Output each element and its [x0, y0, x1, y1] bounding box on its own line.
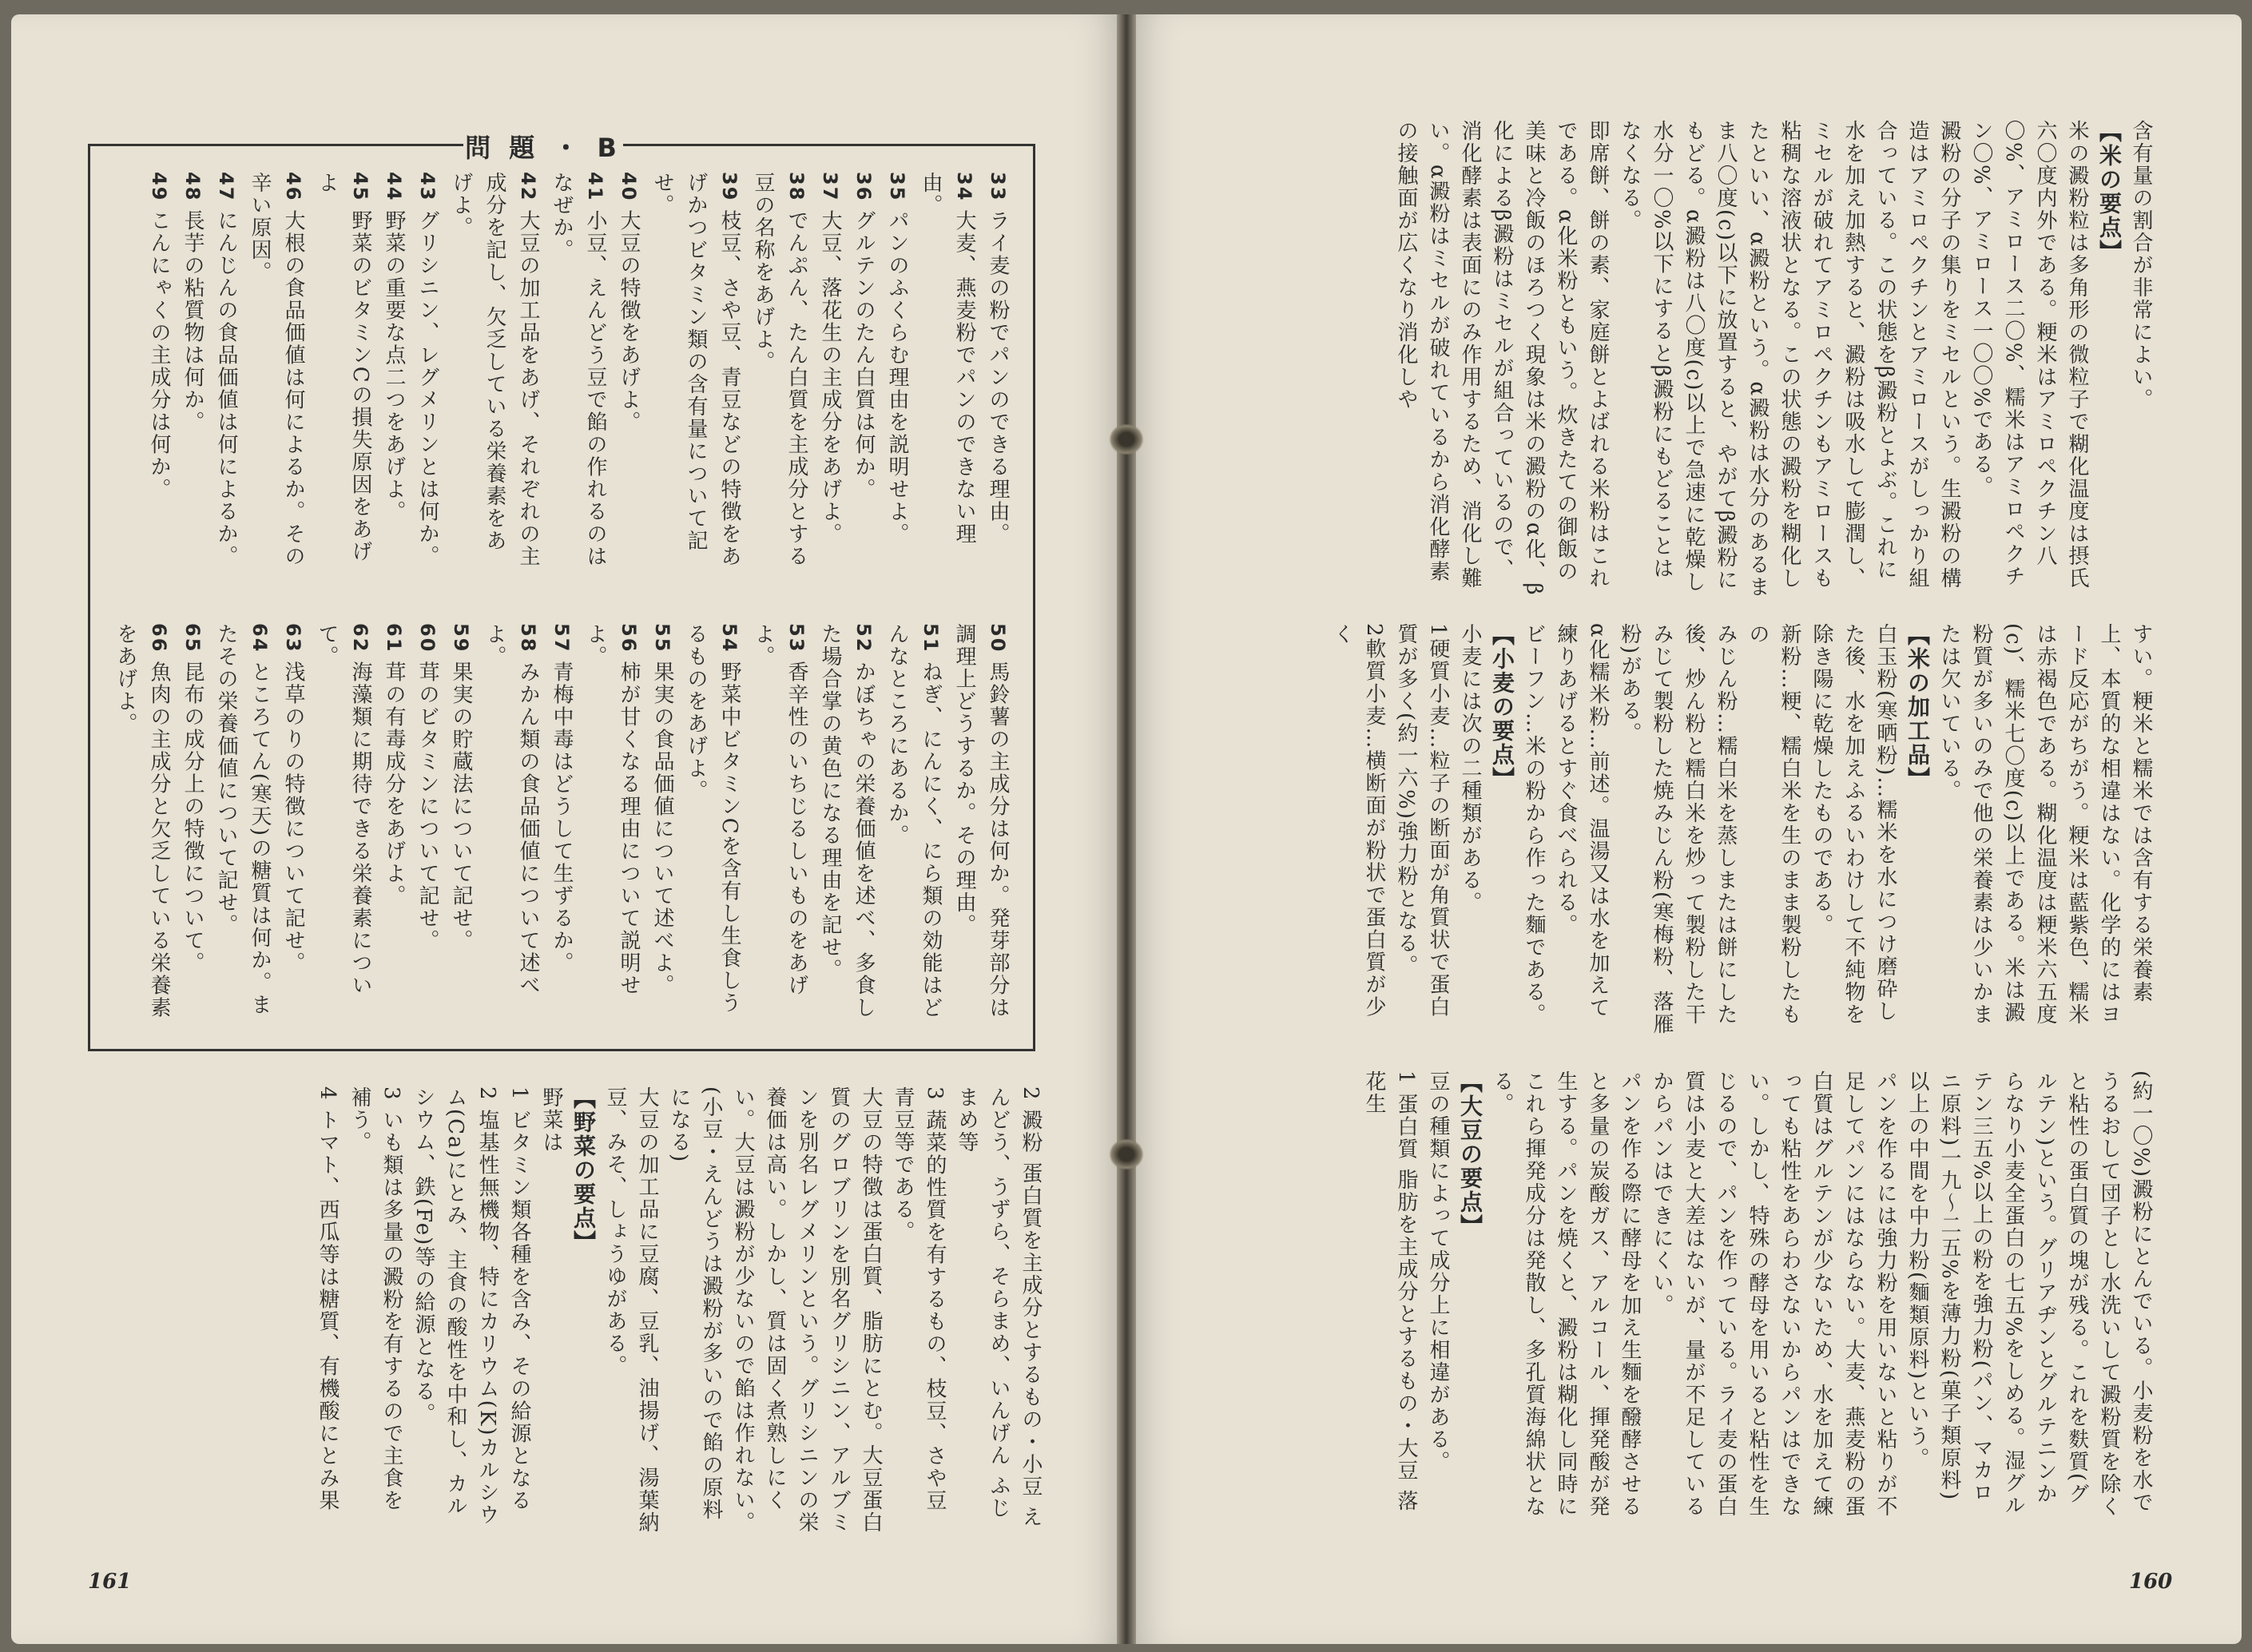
question-text: みかん類の食品価値について述べよ。	[483, 623, 540, 997]
question-number: 50	[987, 623, 1009, 661]
question-number: 56	[618, 623, 640, 661]
question-item	[981, 172, 1015, 571]
question-text: 枝豆、さや豆、青豆などの特徴をあげかつビタミン類の含有量について記せ。	[650, 172, 741, 568]
question-number: 41	[584, 172, 606, 210]
question-item	[243, 172, 310, 571]
binding-stitch	[1109, 1138, 1144, 1170]
question-item	[310, 172, 377, 571]
question-item	[310, 623, 377, 1023]
question-item	[377, 172, 411, 571]
question-item	[880, 623, 947, 1023]
question-text: かぼちゃの栄養価値を述べ、多食した場合掌の黄色になる理由を記せ。	[818, 623, 876, 1019]
question-text: グリシニン、レグメリンとは何か。	[415, 209, 439, 568]
question-number: 42	[517, 172, 539, 210]
right-middle-column: すい。粳米と糯米では含有する栄養素上、本質的な相違はない。化学的にはヨード反応がちがう。粳米は藍紫色、糯米は赤褐色である。糊化温度は粳米六五度(c)、糯米七〇度(c)以上である。米は澱粉質が多いのみで他の栄養素は少いかまたは欠いている。 【米の加工品】 白玉粉(寒晒粉)…糯米を水につけ磨砕した後、水を加えふるいわけして不純物を除き陽に乾燥したものである。 新粉…粳、糯白米を生のまま製粉したもの みじん粉…糯白米を蒸しまたは餅にした後、炒ん粉と糯白米を炒って製粉した干みじて製粉した焼みじん粉(寒梅粉、落雁粉)がある。 α化糯米粉…前述。温湯又は水を加えて練りあげるとすぐ食べられる。 ビーフン…米の粉から作った麵である。 【小麦の要点】 小麦には次の二種類がある。 1硬質小麦…粒子の断面が角質状で蛋白質が多く(約一六%)強力粉となる。 2軟質小麦…横断面が粉状で蛋白質が少く	[1330, 623, 2153, 1036]
question-text: 海藻類に期待できる栄養素について。	[315, 623, 372, 997]
question-number: 51	[919, 623, 942, 661]
question-text: 野菜の重要な点二つをあげよ。	[382, 209, 406, 523]
question-number: 52	[852, 623, 875, 661]
questions-bottom	[104, 623, 1015, 1023]
right-bottom-column: (約一〇%)澱粉にとんでいる。小麦粉を水でうるおして団子とし水洗いして澱粉質を除くと粘性の蛋白質の塊が残る。これを麩質(グルテン)という。グリアヂンとグルテニンからなり小麦全蛋白の七五%をしめる。湿グルテン三五%以上の粉を強力粉(パン、マカロニ原料)一九〜二五%を薄力粉(菓子類原料)以上の中間を中力粉(麵類原料)という。 パンを作るには強力粉を用いないと粘りが不足してパンにはならない。大麦、燕麦粉の蛋白質はグルテンが少ないため、水を加えて練っても粘性をあらわさないからパンはできない。しかし、特殊の酵母を用いると粘性を生じるので、パンを作っている。ライ麦の蛋白質は小麦と大差はないが、量が不足しているからパンはできにくい。 パンを作る際に酵母を加え生麵を醱酵させると多量の炭酸ガス、アルコール、揮発酸が発生する。パンを焼くと、澱粉は糊化し同時にこれら揮発成分は発散し、多孔質海綿状となる。 【大豆の要点】 豆の種類によって成分上に相違がある。 1 蛋白質 脂肪を主成分とするもの・大豆 落花生	[1362, 1070, 2153, 1518]
question-item	[444, 623, 478, 1023]
question-text: 柿が甘くなる理由について説明せよ。	[583, 623, 641, 997]
question-text: 野菜のビタミンCの損失原因をあげよ	[315, 172, 372, 563]
question-number: 40	[618, 172, 640, 210]
question-item	[612, 172, 645, 571]
question-number: 65	[181, 623, 204, 661]
question-number: 36	[852, 172, 875, 210]
right-top-column: 含有量の割合が非常によい。 【米の要点】 米の澱粉粒は多角形の微粒子で糊化温度は摂氏六〇度内外である。粳米はアミロペクチン八〇%、アミロース二〇%、糯米はアミロペクチン〇%、アミロース一〇〇%である。 澱粉の分子の集りをミセルという。生澱粉の構造はアミロペクチンとアミロースがしっかり組合っている。この状態をβ澱粉とよぶ。これに水を加え加熱すると、澱粉は吸水して膨潤し、ミセルが破れてアミロペクチンもアミロースも粘稠な溶液状となる。この状態の澱粉を糊化したといい、α澱粉という。α澱粉は水分のあるまま八〇度(c)以下に放置すると、やがてβ澱粉にもどる。α澱粉は八〇度(c)以上で急速に乾燥し水分一〇%以下にするとβ澱粉にもどることはなくなる。 即席餅、餅の素、家庭餅とよばれる米粉はこれである。α化米粉ともいう。炊きたての御飯の美味と冷飯のほろつく現象は米の澱粉のα化、β化によるβ澱粉はミセルが組合っているので、消化酵素は表面にのみ作用するため、消化し難い。α澱粉はミセルが破れているから消化酵素の接触面が広くなり消化しや	[1394, 120, 2153, 599]
question-item	[545, 623, 578, 1023]
question-number: 47	[215, 172, 237, 210]
question-item	[645, 172, 746, 571]
question-number: 66	[148, 623, 170, 661]
question-text: 茸の有毒成分をあげよ。	[382, 661, 406, 907]
question-text: 昆布の成分上の特徴について。	[181, 661, 205, 975]
question-number: 54	[718, 623, 741, 661]
question-number: 53	[785, 623, 808, 661]
question-number: 37	[819, 172, 841, 210]
question-text: 大豆の加工品をあげ、それぞれの主成分を記し、欠乏している栄養素をあげよ。	[449, 172, 540, 568]
question-number: 34	[953, 172, 975, 210]
question-number: 46	[282, 172, 304, 210]
question-item	[276, 623, 310, 1023]
question-text: 野菜中ビタミンCを含有し生食しうるものをあげよ。	[684, 623, 741, 1015]
question-number: 60	[416, 623, 439, 661]
question-item	[813, 172, 847, 571]
question-item	[746, 623, 813, 1023]
question-number: 38	[785, 172, 808, 210]
question-box-title: 問 題 ・ B	[463, 128, 623, 160]
question-item	[813, 623, 880, 1023]
question-item	[209, 172, 243, 571]
question-number: 59	[450, 623, 472, 661]
question-item	[880, 172, 914, 571]
question-item	[411, 623, 444, 1023]
left-bottom-text: 2 澱粉 蛋白質を主成分とするもの・小豆 えんどう、うずら、そらまめ、いんげん ふじまめ等 3 蔬菜的性質を有するもの、枝豆、さや豆 青豆等である。 大豆の特徴は蛋白質、脂肪にとむ。大豆蛋白質のグロブリンを別名グリシニン、アルブミンを別名レグメリンという。グリシニンの栄養価は高い。しかし、質は固く煮熟しにくい。大豆は澱粉が少ないので餡は作れない。(小豆・えんどうは澱粉が多いので餡の原料になる) 大豆の加工品に豆腐、豆乳、油揚げ、湯葉納豆、みそ、しょうゆがある。 【野菜の要点】 野菜は 1 ビタミン類各種を含み、その給源となる 2 塩基性無機物、特にカリウム(K)カルシウム(Ca)にとみ、主食の酸性を中和し、カルシウム、鉄(Fe)等の給源となる。 3 いも類は多量の澱粉を有するので主食を補う。 4 トマト、西瓜等は糖質、有機酸にとみ果	[316, 1086, 1043, 1534]
question-item	[645, 623, 679, 1023]
question-item	[411, 172, 444, 571]
question-item	[578, 623, 645, 1023]
question-text: 大豆、落花生の主成分をあげよ。	[818, 209, 842, 546]
question-item	[947, 623, 1015, 1023]
question-number: 58	[517, 623, 539, 661]
question-number: 57	[550, 623, 573, 661]
question-number: 62	[349, 623, 371, 661]
question-number: 43	[416, 172, 439, 210]
question-text: 大豆の特徴をあげよ。	[617, 209, 641, 434]
question-text: パンのふくらむ理由を説明せよ。	[885, 209, 909, 546]
question-number: 49	[148, 172, 170, 210]
question-item	[109, 623, 176, 1023]
question-number: 33	[987, 172, 1009, 210]
question-item	[377, 623, 411, 1023]
question-text: でんぷん、たん白質を主成分とする豆の名称をあげよ。	[751, 172, 808, 568]
questions-top	[104, 172, 1015, 571]
question-text: ところてん(寒天)の糖質は何か。またその栄養価値について記せ。	[214, 623, 272, 1017]
question-text: 茸のビタミンについて記せ。	[415, 661, 439, 952]
question-text: 魚肉の主成分と欠乏している栄養素をあげよ。	[113, 623, 171, 1019]
question-item	[847, 172, 880, 571]
question-number: 45	[349, 172, 371, 210]
question-item	[746, 172, 813, 571]
question-text: 果実の貯蔵法について記せ。	[449, 661, 473, 952]
book-gutter	[1117, 14, 1136, 1644]
question-item	[679, 623, 746, 1023]
question-number: 63	[282, 623, 304, 661]
question-item	[478, 623, 545, 1023]
question-item	[444, 172, 545, 571]
question-text: グルテンのたん白質は何か。	[852, 209, 876, 501]
question-text: にんじんの食品価値は何によるか。	[214, 209, 238, 568]
question-number: 64	[248, 623, 271, 661]
question-item	[545, 172, 612, 571]
question-number: 55	[651, 623, 673, 661]
question-number: 35	[886, 172, 908, 210]
question-text: 大麦、燕麦粉でパンのできない理由。	[919, 172, 976, 546]
question-number: 48	[181, 172, 204, 210]
page-number: 160	[2129, 1570, 2173, 1594]
question-text: 大根の食品価値は何によるか。その辛い原因。	[248, 172, 305, 568]
question-number: 61	[383, 623, 405, 661]
question-text: こんにゃくの主成分は何か。	[147, 209, 171, 501]
question-item	[142, 172, 176, 571]
question-text: 浅草のりの特徴について記せ。	[281, 661, 305, 975]
binding-stitch	[1109, 423, 1144, 455]
question-text: 馬鈴薯の主成分は何か。発芽部分は調理上どうするか。その理由。	[952, 623, 1010, 1019]
question-item	[209, 623, 276, 1023]
question-text: 青梅中毒はどうして生ずるか。	[550, 661, 574, 975]
question-number: 44	[383, 172, 405, 210]
question-text: 香辛性のいちじるしいものをあげよ。	[751, 623, 808, 997]
question-text: 果実の食品価値について述べよ。	[650, 661, 674, 997]
question-item	[176, 172, 209, 571]
question-text: 長芋の粘質物は何か。	[181, 209, 205, 434]
question-number: 39	[718, 172, 741, 210]
question-text: 小豆、えんどう豆で餡の作れるのはなぜか。	[550, 172, 607, 568]
question-item	[176, 623, 209, 1023]
page-number: 161	[88, 1570, 132, 1594]
question-item	[914, 172, 981, 571]
question-text: ライ麦の粉でパンのできる理由。	[986, 209, 1010, 546]
question-text: ねぎ、にんにく、にら類の効能はどんなところにあるか。	[885, 623, 943, 1019]
